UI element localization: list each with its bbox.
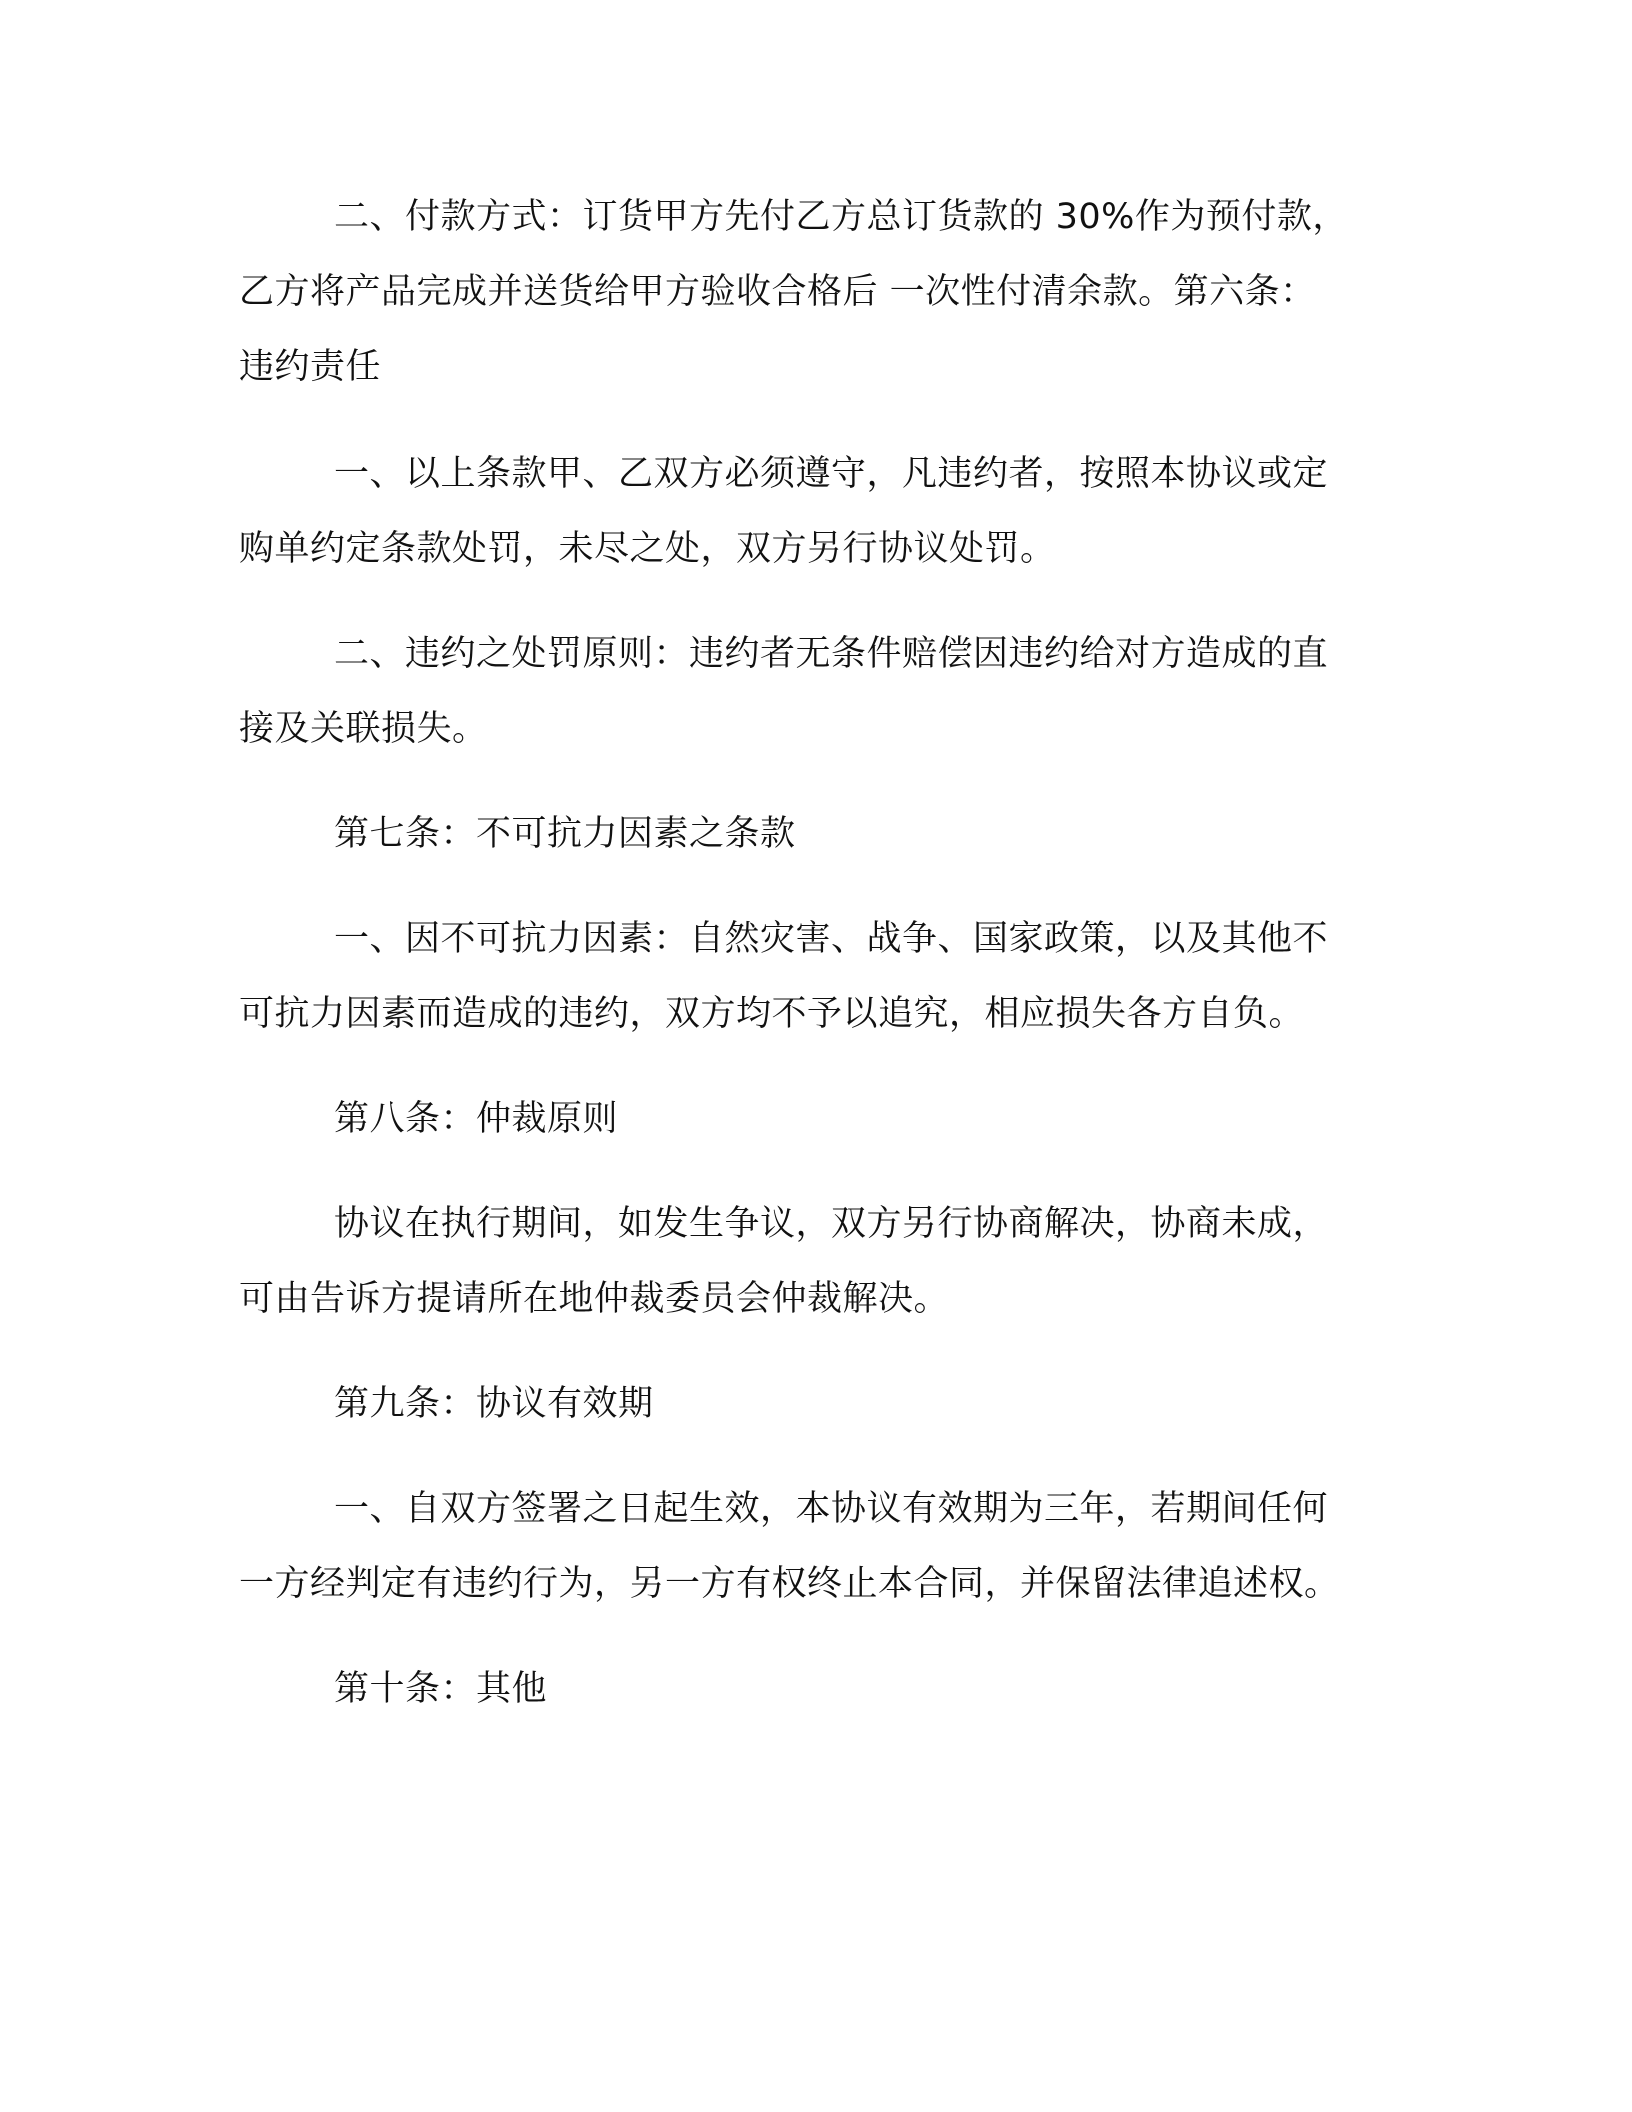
paragraph-force-majeure <box>239 902 1379 1052</box>
article-10-heading: 第十条：其他 <box>334 1669 548 1709</box>
text-line: 违约责任 <box>239 347 382 387</box>
text-line: 二、违约之处罚原则：违约者无条件赔偿因违约给对方造成的直 <box>334 634 1329 674</box>
paragraph-validity <box>239 1472 1379 1622</box>
article-9-heading: 第九条：协议有效期 <box>334 1384 654 1424</box>
article-8-heading: 第八条：仲裁原则 <box>334 1099 619 1139</box>
text-line: 接及关联损失。 <box>239 709 488 749</box>
text-line: 乙方将产品完成并送货给甲方验收合格后 一次性付清余款。第六条： <box>239 272 1316 312</box>
text-line: 一、自双方签署之日起生效，本协议有效期为三年，若期间任何 <box>334 1489 1329 1529</box>
text-line: 可由告诉方提请所在地仲裁委员会仲裁解决。 <box>239 1279 950 1319</box>
paragraph-payment-terms <box>239 180 1379 405</box>
text-line: 协议在执行期间，如发生争议，双方另行协商解决，协商未成， <box>334 1204 1329 1244</box>
text-line: 购单约定条款处罚，未尽之处，双方另行协议处罚。 <box>239 529 1056 569</box>
text-line: 可抗力因素而造成的违约，双方均不予以追究，相应损失各方自负。 <box>239 994 1305 1034</box>
paragraph-arbitration <box>239 1187 1379 1337</box>
text-line: 一、因不可抗力因素：自然灾害、战争、国家政策，以及其他不 <box>334 919 1329 959</box>
text-line: 一、以上条款甲、乙双方必须遵守，凡违约者，按照本协议或定 <box>334 454 1329 494</box>
article-7-heading: 第七条：不可抗力因素之条款 <box>334 814 796 854</box>
text-line: 二、付款方式：订货甲方先付乙方总订货款的 30%作为预付款， <box>334 197 1348 237</box>
paragraph-compliance <box>239 437 1379 587</box>
text-line: 一方经判定有违约行为，另一方有权终止本合同，并保留法律追述权。 <box>239 1564 1340 1604</box>
paragraph-penalty-principle <box>239 617 1379 767</box>
